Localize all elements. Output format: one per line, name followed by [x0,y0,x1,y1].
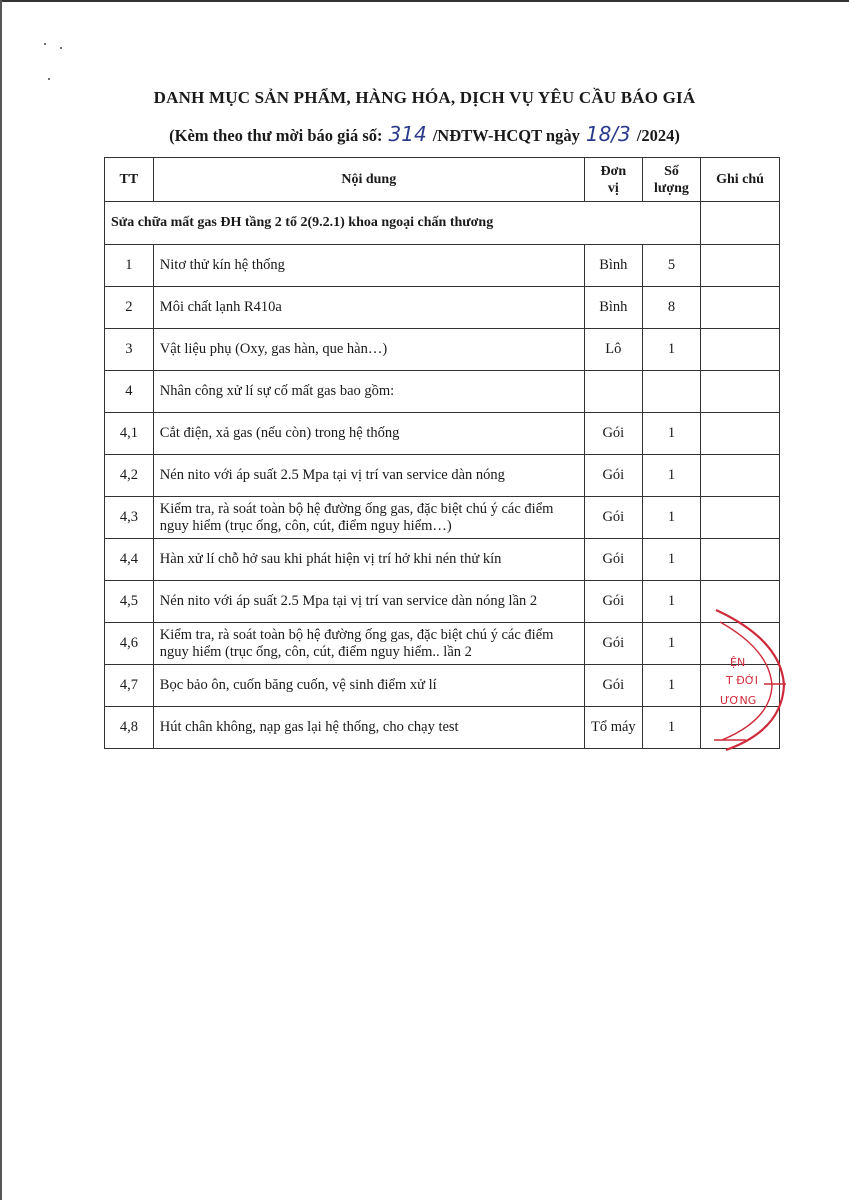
table-row [105,707,780,749]
cell-noi-dung: Kiểm tra, rà soát toàn bộ hệ đường ống gas, đặc biệt chú ý các điểm nguy hiểm (trục ống, côn, cút, điểm nguy hiểm.. lần 2 [153,623,584,665]
table-row [105,623,780,665]
stamp-text: ƯƠNG [720,694,757,707]
cell-tt: 4,3 [105,497,154,539]
cell-ghi-chu [701,539,780,581]
scan-speck [48,78,50,80]
cell-noi-dung: Kiểm tra, rà soát toàn bộ hệ đường ống gas, đặc biệt chú ý các điểm nguy hiểm (trục ống, côn, cút, điểm nguy hiểm…) [153,497,584,539]
cell-noi-dung: Bọc bảo ôn, cuốn băng cuốn, vệ sinh điểm xử lí [153,665,584,707]
cell-tt: 2 [105,287,154,329]
scan-speck [60,47,62,49]
cell-don-vi: Gói [584,581,642,623]
cell-so-luong: 1 [642,455,700,497]
subtitle-suffix: /2024) [636,126,680,145]
cell-don-vi: Gói [584,665,642,707]
cell-noi-dung: Nén nito với áp suất 2.5 Mpa tại vị trí van service dàn nóng lần 2 [153,581,584,623]
cell-don-vi: Gói [584,455,642,497]
table-row [105,371,780,413]
cell-don-vi: Bình [584,245,642,287]
cell-so-luong [642,371,700,413]
cell-ghi-chu [701,371,780,413]
scan-edge-left [0,0,2,1200]
header-noi-dung: Nội dung [153,158,584,202]
header-so-luong-line2: lượng [654,180,689,196]
cell-ghi-chu [701,413,780,455]
section-note [701,202,780,245]
table-row [105,665,780,707]
table-row [105,245,780,287]
document-subtitle [0,122,849,146]
section-row [105,202,780,245]
cell-tt: 4,4 [105,539,154,581]
cell-ghi-chu [701,707,780,749]
item-rows [105,245,780,749]
cell-don-vi: Gói [584,497,642,539]
cell-tt: 4,2 [105,455,154,497]
cell-don-vi: Gói [584,413,642,455]
cell-ghi-chu [701,329,780,371]
cell-so-luong: 5 [642,245,700,287]
header-don-vi-line2: vị [607,180,619,196]
cell-noi-dung: Nhân công xử lí sự cố mất gas bao gồm: [153,371,584,413]
cell-don-vi [584,371,642,413]
cell-so-luong: 1 [642,413,700,455]
cell-don-vi: Gói [584,623,642,665]
cell-tt: 4,8 [105,707,154,749]
header-ghi-chu: Ghi chú [701,158,780,202]
table-row [105,581,780,623]
subtitle-mid: /NĐTW-HCQT ngày [432,126,580,145]
cell-ghi-chu [701,245,780,287]
cell-noi-dung: Vật liệu phụ (Oxy, gas hàn, que hàn…) [153,329,584,371]
table-row [105,539,780,581]
handwritten-letter-number: 314 [388,122,427,146]
section-title: Sửa chữa mất gas ĐH tầng 2 tổ 2(9.2.1) khoa ngoại chấn thương [105,202,701,245]
cell-so-luong: 1 [642,581,700,623]
header-don-vi [584,158,642,202]
cell-noi-dung: Hàn xử lí chỗ hở sau khi phát hiện vị trí hở khi nén thử kín [153,539,584,581]
subtitle-prefix: (Kèm theo thư mời báo giá số: [169,126,383,145]
cell-tt: 4 [105,371,154,413]
handwritten-date: 18/3 [585,122,631,146]
header-don-vi-line1: Đơn [600,163,627,179]
cell-so-luong: 1 [642,665,700,707]
table-row [105,455,780,497]
cell-so-luong: 1 [642,329,700,371]
quotation-items-table [104,157,780,749]
table-row [105,329,780,371]
stamp-text: T ĐỚI [726,674,759,687]
table-row [105,497,780,539]
cell-noi-dung: Nén nito với áp suất 2.5 Mpa tại vị trí van service dàn nóng [153,455,584,497]
document-title: DANH MỤC SẢN PHẨM, HÀNG HÓA, DỊCH VỤ YÊU CẦU BÁO GIÁ [153,88,696,107]
scan-edge-top [0,0,849,6]
cell-so-luong: 1 [642,707,700,749]
cell-tt: 4,1 [105,413,154,455]
cell-ghi-chu [701,455,780,497]
cell-tt: 1 [105,245,154,287]
stamp-text: ỆN [730,656,746,669]
cell-noi-dung: Hút chân không, nạp gas lại hệ thống, cho chạy test [153,707,584,749]
cell-tt: 3 [105,329,154,371]
cell-tt: 4,5 [105,581,154,623]
cell-ghi-chu [701,287,780,329]
cell-don-vi: Bình [584,287,642,329]
cell-don-vi: Gói [584,539,642,581]
header-so-luong-line1: Số [664,163,679,179]
cell-don-vi: Lô [584,329,642,371]
cell-so-luong: 1 [642,539,700,581]
cell-so-luong: 1 [642,497,700,539]
cell-ghi-chu [701,623,780,665]
cell-noi-dung: Nitơ thử kín hệ thống [153,245,584,287]
scan-speck [44,43,46,45]
cell-don-vi: Tổ máy [584,707,642,749]
cell-ghi-chu [701,497,780,539]
cell-so-luong: 1 [642,623,700,665]
cell-tt: 4,7 [105,665,154,707]
header-so-luong [642,158,700,202]
cell-so-luong: 8 [642,287,700,329]
cell-ghi-chu [701,581,780,623]
table-header-row [105,158,780,202]
cell-ghi-chu [701,665,780,707]
table-row [105,287,780,329]
cell-noi-dung: Môi chất lạnh R410a [153,287,584,329]
table-row [105,413,780,455]
cell-tt: 4,6 [105,623,154,665]
header-tt: TT [105,158,154,202]
cell-noi-dung: Cắt điện, xả gas (nếu còn) trong hệ thống [153,413,584,455]
